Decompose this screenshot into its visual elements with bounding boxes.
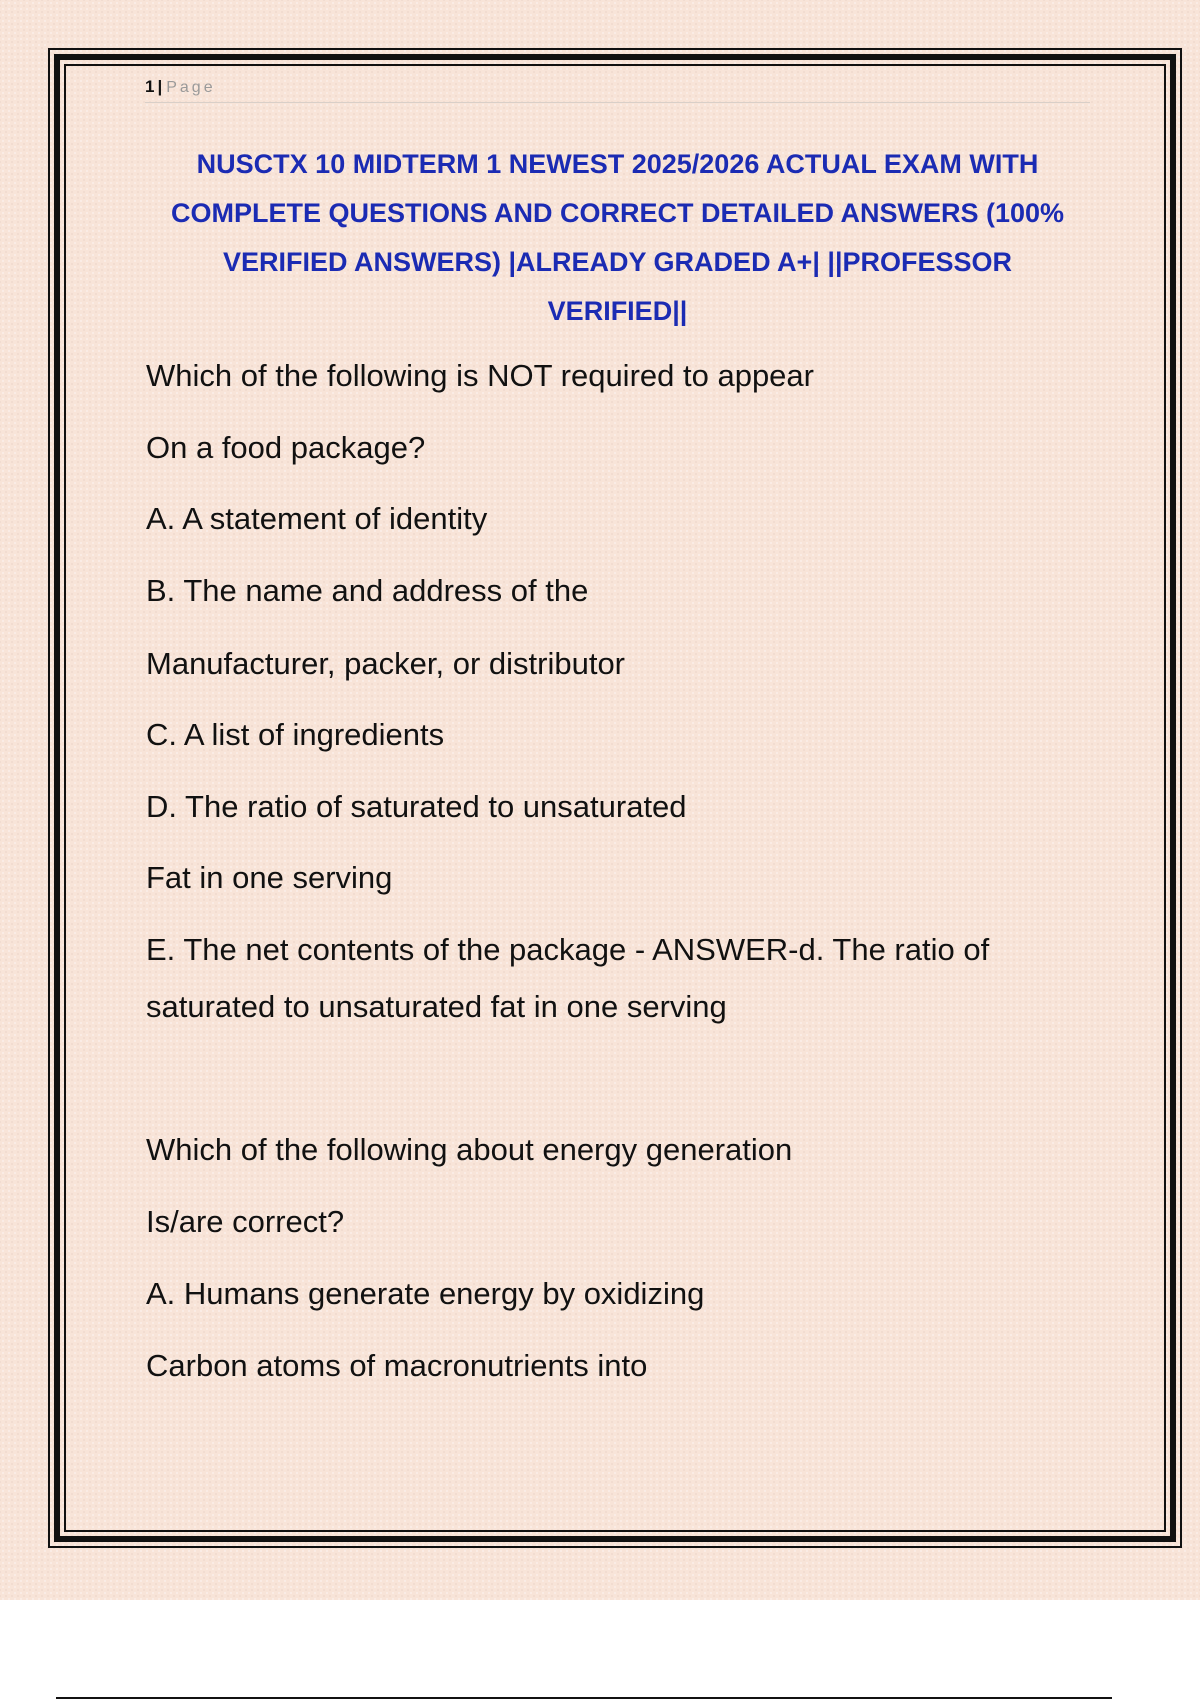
question-1-option-b: B. The name and address of the	[146, 573, 589, 608]
question-2-stem-line: Is/are correct?	[146, 1204, 345, 1239]
question-1-stem-line: On a food package?	[146, 430, 426, 465]
question-1-option-c: C. A list of ingredients	[146, 717, 445, 752]
document-title	[140, 140, 1095, 336]
question-1-answer-cont: saturated to unsaturated fat in one serving	[146, 989, 727, 1024]
title-line: VERIFIED ANSWERS) |ALREADY GRADED A+| ||PROFESSOR	[222, 247, 1013, 277]
question-1-stem-line: Which of the following is NOT required to appear	[146, 358, 814, 393]
question-1-option-b-cont: Manufacturer, packer, or distributor	[146, 646, 626, 681]
question-1-option-d: D. The ratio of saturated to unsaturated	[146, 789, 687, 824]
question-1-option-a: A. A statement of identity	[146, 501, 488, 536]
title-line: NUSCTX 10 MIDTERM 1 NEWEST 2025/2026 ACTUAL EXAM WITH	[196, 149, 1039, 179]
page-number: 1	[145, 77, 155, 96]
question-2-option-a: A. Humans generate energy by oxidizing	[146, 1276, 705, 1311]
page-separator: |	[157, 77, 163, 96]
title-line: VERIFIED||	[547, 296, 688, 326]
question-2-option-a-cont: Carbon atoms of macronutrients into	[146, 1348, 648, 1383]
page-label: Page	[166, 79, 216, 96]
question-1-option-e-answer: E. The net contents of the package - ANSWER-d. The ratio of	[146, 932, 990, 967]
question-1-option-d-cont: Fat in one serving	[146, 860, 393, 895]
page-header	[145, 74, 1090, 103]
next-page-top-border	[56, 1697, 1112, 1699]
question-2-stem-line: Which of the following about energy generation	[146, 1132, 793, 1167]
title-line: COMPLETE QUESTIONS AND CORRECT DETAILED ANSWERS (100%	[170, 198, 1065, 228]
